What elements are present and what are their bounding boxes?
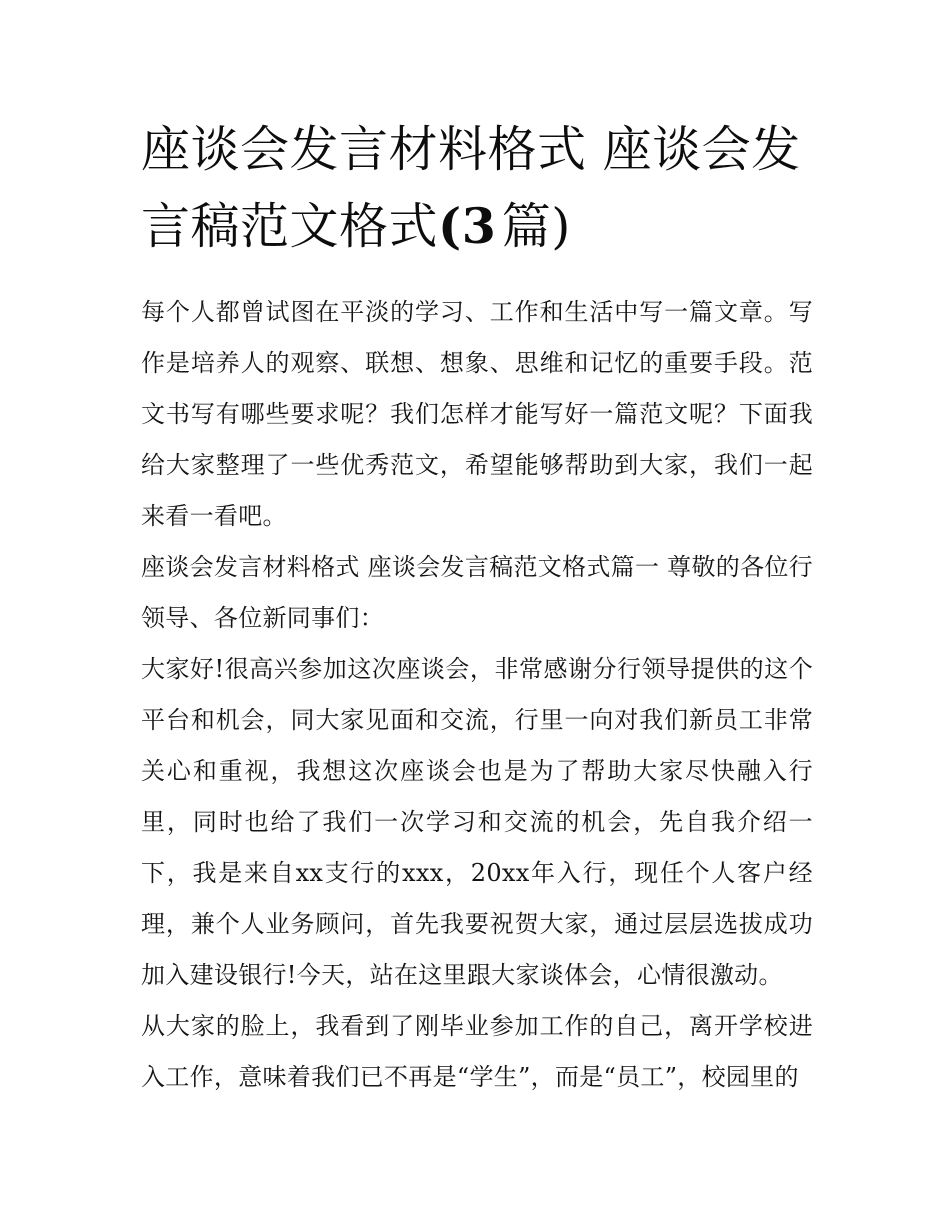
document-title <box>141 112 813 265</box>
paragraph-heading: 座谈会发言材料格式 座谈会发言稿范文格式篇一 尊敬的各位行领导、各位新同事们： <box>141 553 813 632</box>
document-content <box>141 112 813 1103</box>
paragraph-continuation: 从大家的脸上，我看到了刚毕业参加工作的自己，离开学校进入工作，意味着我们已不再是“学生”，而是“员工”，校园里的 <box>141 1012 813 1091</box>
paragraph-speech: 大家好!很高兴参加这次座谈会，非常感谢分行领导提供的这个平台和机会，同大家见面和交流，行里一向对我们新员工非常关心和重视，我想这次座谈会也是为了帮助大家尽快融入行里，同时也给了我们一次学习和交流的机会，先自我介绍一下，我是来自xx支行的xxx，20xx年入行，现任个人客户经理，兼个人业务顾问，首先我要祝贺大家，通过层层选拔成功加入建设银行!今天，站在这里跟大家谈体会，心情很激动。 <box>141 655 813 989</box>
paragraph-intro: 每个人都曾试图在平淡的学习、工作和生活中写一篇文章。写作是培养人的观察、联想、想象、思维和记忆的重要手段。范文书写有哪些要求呢？我们怎样才能写好一篇范文呢？下面我给大家整理了一些优秀范文，希望能够帮助到大家，我们一起来看一看吧。 <box>141 298 813 530</box>
title-count: (3 <box>438 197 497 255</box>
title-line-2-suffix: 篇) <box>501 198 571 255</box>
document-body <box>141 287 813 1103</box>
title-line-2-prefix: 言稿范文格式 <box>141 198 439 255</box>
title-line-1: 座谈会发言材料格式 座谈会发 <box>141 121 801 178</box>
